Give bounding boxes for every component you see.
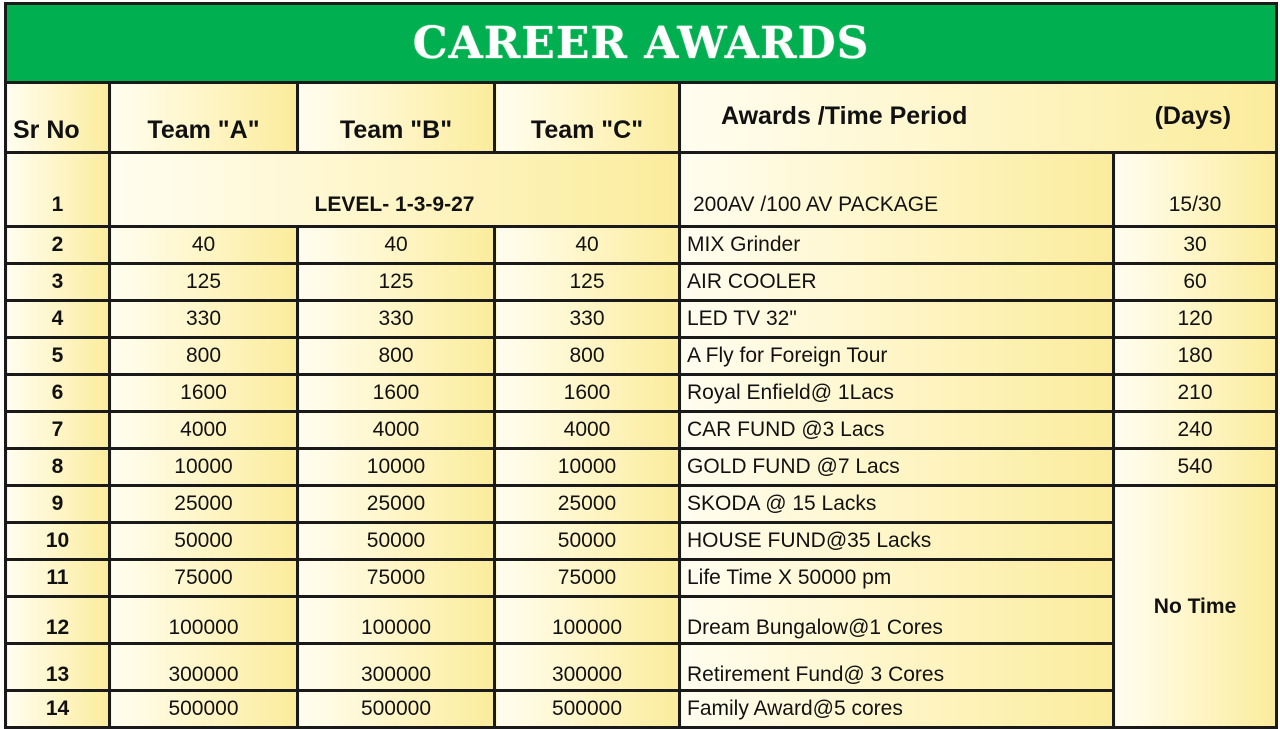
- row-sr: 14: [6, 691, 110, 728]
- row1-sr: 1: [6, 153, 110, 227]
- row-team-b: 100000: [298, 597, 495, 644]
- row-team-a: 330: [110, 301, 298, 338]
- row-team-a: 40: [110, 227, 298, 264]
- row-team-c: 4000: [495, 412, 680, 449]
- row-sr: 3: [6, 264, 110, 301]
- row-award: HOUSE FUND@35 Lacks: [680, 523, 1114, 560]
- row-team-b: 330: [298, 301, 495, 338]
- row-days: 240: [1114, 412, 1277, 449]
- row-sr: 5: [6, 338, 110, 375]
- row-award: Life Time X 50000 pm: [680, 560, 1114, 597]
- row-team-a: 1600: [110, 375, 298, 412]
- table-row: [6, 486, 1277, 523]
- table-row: [6, 264, 1277, 301]
- header-days: (Days): [1154, 102, 1232, 130]
- row-days: 540: [1114, 449, 1277, 486]
- no-time-cell: No Time: [1114, 486, 1277, 728]
- row-team-b: 75000: [298, 560, 495, 597]
- row-team-a: 500000: [110, 691, 298, 728]
- table-row: [6, 375, 1277, 412]
- row-sr: 4: [6, 301, 110, 338]
- awards-table: [4, 2, 1278, 729]
- row-award: Dream Bungalow@1 Cores: [680, 597, 1114, 644]
- row-sr: 10: [6, 523, 110, 560]
- row-days: 210: [1114, 375, 1277, 412]
- row-team-c: 25000: [495, 486, 680, 523]
- row-team-b: 10000: [298, 449, 495, 486]
- title-banner: [6, 4, 1277, 83]
- row-team-a: 4000: [110, 412, 298, 449]
- table-row: [6, 449, 1277, 486]
- row-team-b: 800: [298, 338, 495, 375]
- row-award: Family Award@5 cores: [680, 691, 1114, 728]
- row-team-c: 100000: [495, 597, 680, 644]
- row-team-c: 50000: [495, 523, 680, 560]
- page-title: CAREER AWARDS: [412, 17, 870, 69]
- row1-days: 15/30: [1114, 153, 1277, 227]
- row-team-c: 1600: [495, 375, 680, 412]
- row-team-a: 300000: [110, 644, 298, 691]
- row1-award: 200AV /100 AV PACKAGE: [680, 153, 1114, 227]
- row-sr: 8: [6, 449, 110, 486]
- header-team-c: Team "C": [495, 83, 680, 153]
- table-row: [6, 227, 1277, 264]
- row-team-c: 40: [495, 227, 680, 264]
- table-row: [6, 597, 1277, 644]
- row-team-c: 75000: [495, 560, 680, 597]
- row-sr: 11: [6, 560, 110, 597]
- header-team-a: Team "A": [110, 83, 298, 153]
- row-team-b: 4000: [298, 412, 495, 449]
- row-team-a: 50000: [110, 523, 298, 560]
- row-team-b: 50000: [298, 523, 495, 560]
- row-award: SKODA @ 15 Lacks: [680, 486, 1114, 523]
- row-team-c: 800: [495, 338, 680, 375]
- row-team-b: 500000: [298, 691, 495, 728]
- row-team-c: 330: [495, 301, 680, 338]
- row-sr: 12: [6, 597, 110, 644]
- row-sr: 13: [6, 644, 110, 691]
- row-award: Retirement Fund@ 3 Cores: [680, 644, 1114, 691]
- row-award: MIX Grinder: [680, 227, 1114, 264]
- header-team-b: Team "B": [298, 83, 495, 153]
- row-team-b: 125: [298, 264, 495, 301]
- row-award: A Fly for Foreign Tour: [680, 338, 1114, 375]
- row-team-a: 75000: [110, 560, 298, 597]
- row-team-c: 300000: [495, 644, 680, 691]
- row-sr: 9: [6, 486, 110, 523]
- header-sr-no: Sr No: [6, 83, 110, 153]
- row-team-c: 125: [495, 264, 680, 301]
- row-award: LED TV 32": [680, 301, 1114, 338]
- row-team-c: 10000: [495, 449, 680, 486]
- table-row: [6, 338, 1277, 375]
- row-days: 60: [1114, 264, 1277, 301]
- row-days: 120: [1114, 301, 1277, 338]
- row-team-b: 40: [298, 227, 495, 264]
- row-team-b: 1600: [298, 375, 495, 412]
- table-row: [6, 644, 1277, 691]
- row-award: AIR COOLER: [680, 264, 1114, 301]
- row-award: GOLD FUND @7 Lacs: [680, 449, 1114, 486]
- row-days: 180: [1114, 338, 1277, 375]
- row-sr: 7: [6, 412, 110, 449]
- header-awards-days: [680, 83, 1277, 153]
- row-team-b: 25000: [298, 486, 495, 523]
- row-team-a: 25000: [110, 486, 298, 523]
- row-team-c: 500000: [495, 691, 680, 728]
- row-team-a: 10000: [110, 449, 298, 486]
- table-row: [6, 412, 1277, 449]
- row-sr: 6: [6, 375, 110, 412]
- table-row: [6, 560, 1277, 597]
- row-team-a: 800: [110, 338, 298, 375]
- row-award: CAR FUND @3 Lacs: [680, 412, 1114, 449]
- table-row: [6, 301, 1277, 338]
- row-team-b: 300000: [298, 644, 495, 691]
- row-team-a: 100000: [110, 597, 298, 644]
- header-awards: Awards /Time Period: [721, 102, 968, 130]
- row1-level: LEVEL- 1-3-9-27: [110, 153, 680, 227]
- row-days: 30: [1114, 227, 1277, 264]
- row-award: Royal Enfield@ 1Lacs: [680, 375, 1114, 412]
- table-row: [6, 691, 1277, 728]
- row-team-a: 125: [110, 264, 298, 301]
- row-sr: 2: [6, 227, 110, 264]
- table-row: [6, 523, 1277, 560]
